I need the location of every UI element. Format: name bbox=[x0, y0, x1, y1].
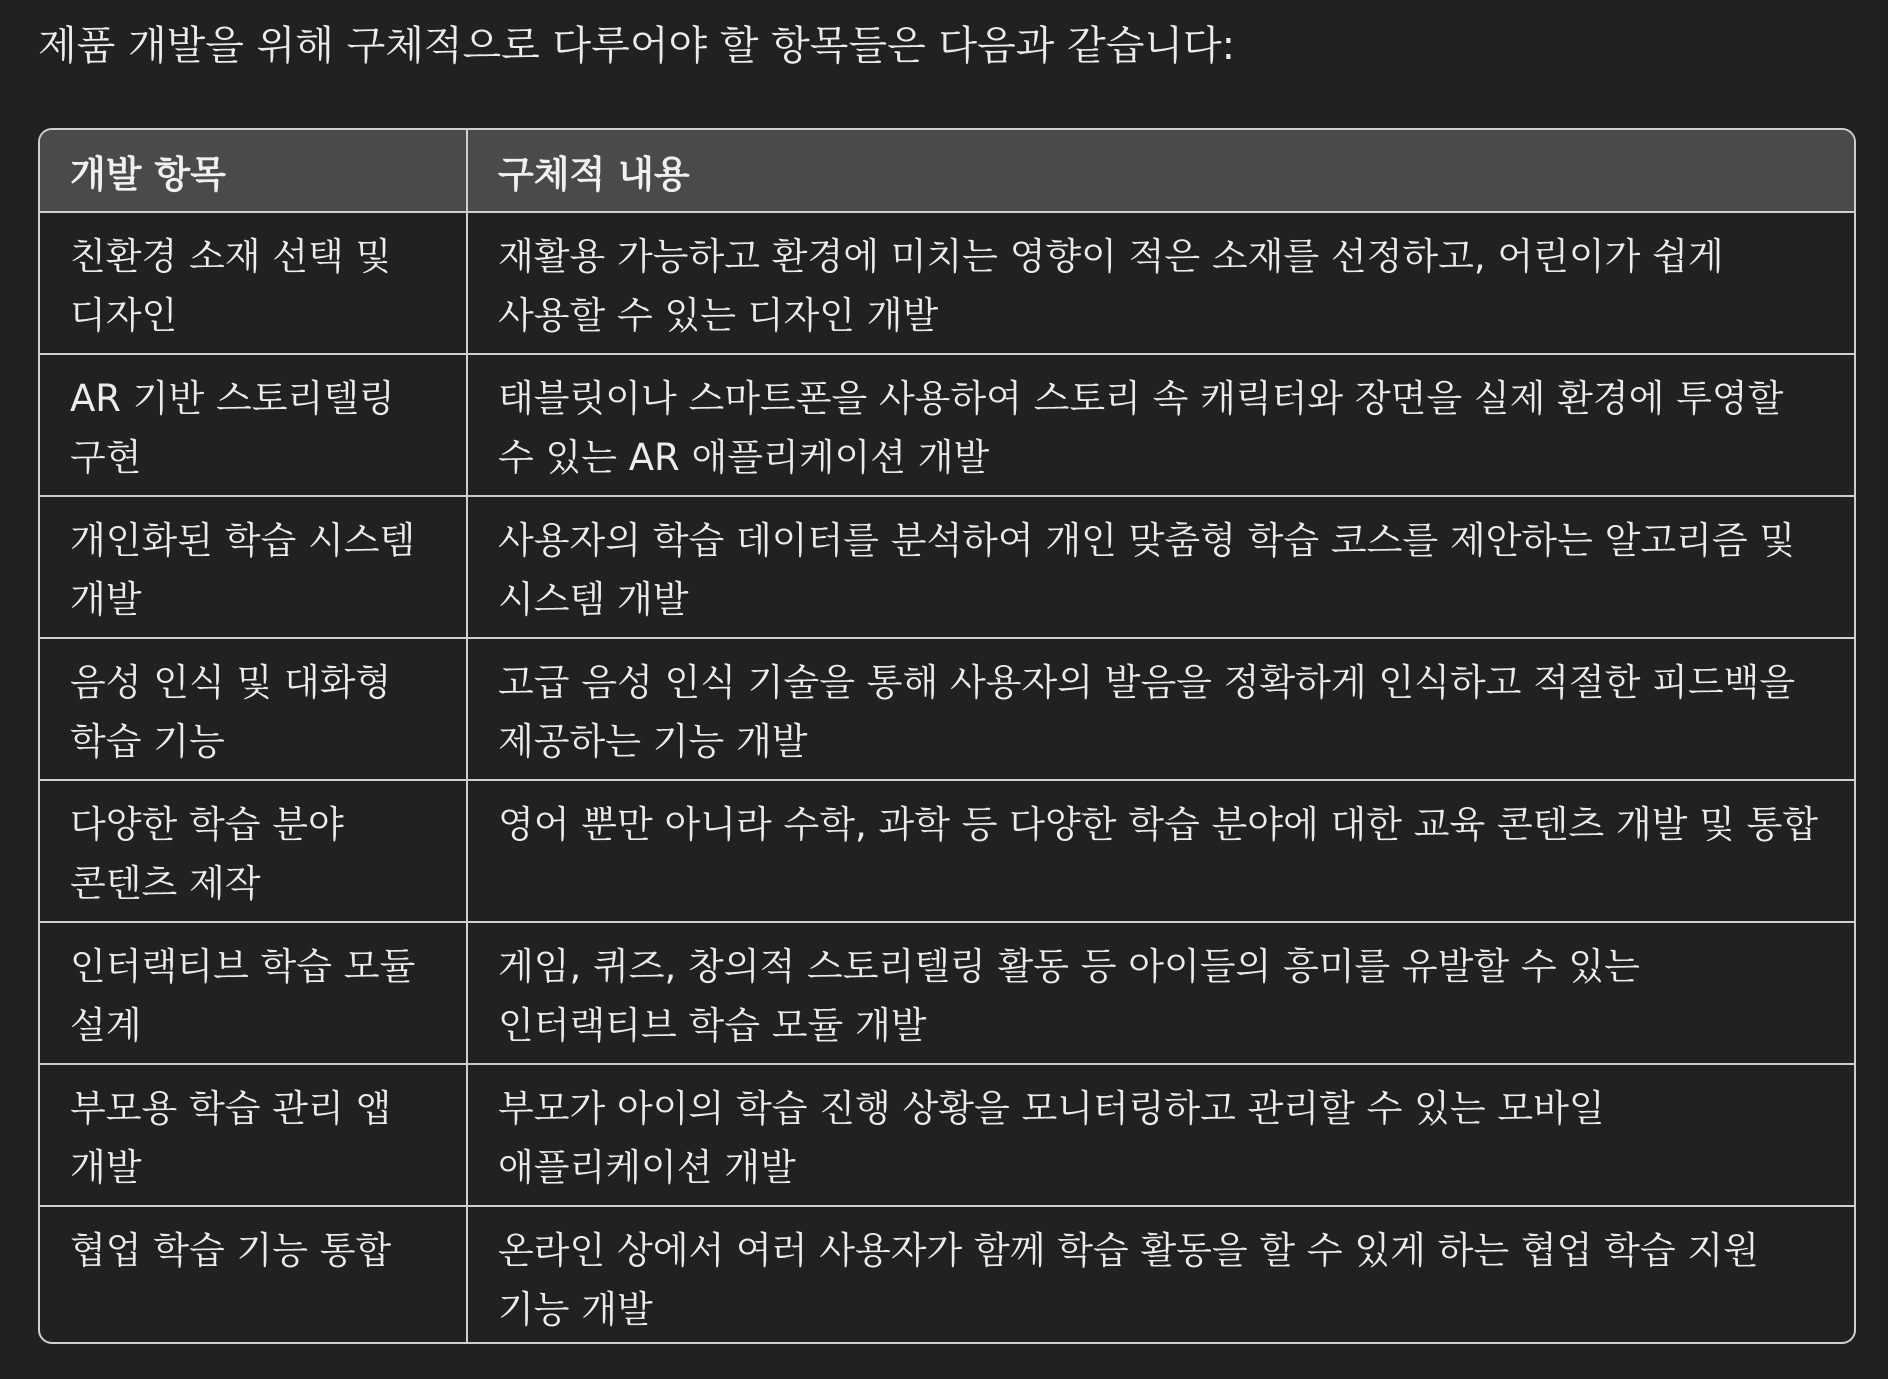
table-row bbox=[40, 780, 1854, 922]
cell-detail: 부모가 아이의 학습 진행 상황을 모니터링하고 관리할 수 있는 모바일 애플리케이션 개발 bbox=[467, 1064, 1854, 1206]
table-row bbox=[40, 496, 1854, 638]
cell-detail: 태블릿이나 스마트폰을 사용하여 스토리 속 캐릭터와 장면을 실제 환경에 투영할 수 있는 AR 애플리케이션 개발 bbox=[467, 354, 1854, 496]
table-row bbox=[40, 354, 1854, 496]
table-header-row bbox=[40, 130, 1854, 212]
table-row bbox=[40, 212, 1854, 354]
chat-message bbox=[0, 0, 1888, 74]
table-row bbox=[40, 922, 1854, 1064]
cell-detail: 온라인 상에서 여러 사용자가 함께 학습 활동을 할 수 있게 하는 협업 학습 지원 기능 개발 bbox=[498, 1229, 1759, 1331]
table-body bbox=[40, 212, 1854, 1344]
table-row bbox=[40, 1064, 1854, 1206]
table-row bbox=[40, 1206, 1854, 1344]
development-items-table bbox=[38, 128, 1856, 1344]
cell-detail: 게임, 퀴즈, 창의적 스토리텔링 활동 등 아이들의 흥미를 유발할 수 있는 인터랙티브 학습 모듈 개발 bbox=[467, 922, 1854, 1064]
header-item: 개발 항목 bbox=[40, 130, 467, 212]
cell-detail: 재활용 가능하고 환경에 미치는 영향이 적은 소재를 선정하고, 어린이가 쉽게 사용할 수 있는 디자인 개발 bbox=[467, 212, 1854, 354]
cell-detail: 고급 음성 인식 기술을 통해 사용자의 발음을 정확하게 인식하고 적절한 피드백을 제공하는 기능 개발 bbox=[467, 638, 1854, 780]
cell-detail: 사용자의 학습 데이터를 분석하여 개인 맞춤형 학습 코스를 제안하는 알고리즘 및 시스템 개발 bbox=[467, 496, 1854, 638]
cell-detail: 영어 뿐만 아니라 수학, 과학 등 다양한 학습 분야에 대한 교육 콘텐츠 개발 및 통합 bbox=[467, 780, 1854, 922]
cell-item: 다양한 학습 분야 콘텐츠 제작 bbox=[40, 780, 467, 922]
cell-item: 개인화된 학습 시스템 개발 bbox=[40, 496, 467, 638]
table bbox=[40, 130, 1854, 1344]
cell-item: 음성 인식 및 대화형 학습 기능 bbox=[40, 638, 467, 780]
cell-item: 협업 학습 기능 통합 bbox=[40, 1206, 467, 1344]
cell-item: AR 기반 스토리텔링 구현 bbox=[40, 354, 467, 496]
table-row bbox=[40, 638, 1854, 780]
cell-item: 인터랙티브 학습 모듈 설계 bbox=[40, 922, 467, 1064]
header-detail: 구체적 내용 bbox=[467, 130, 1854, 212]
table-header bbox=[40, 130, 1854, 212]
cell-item: 부모용 학습 관리 앱 개발 bbox=[40, 1064, 467, 1206]
cell-item: 친환경 소재 선택 및 디자인 bbox=[40, 212, 467, 354]
intro-paragraph: 제품 개발을 위해 구체적으로 다루어야 할 항목들은 다음과 같습니다: bbox=[38, 23, 1236, 69]
